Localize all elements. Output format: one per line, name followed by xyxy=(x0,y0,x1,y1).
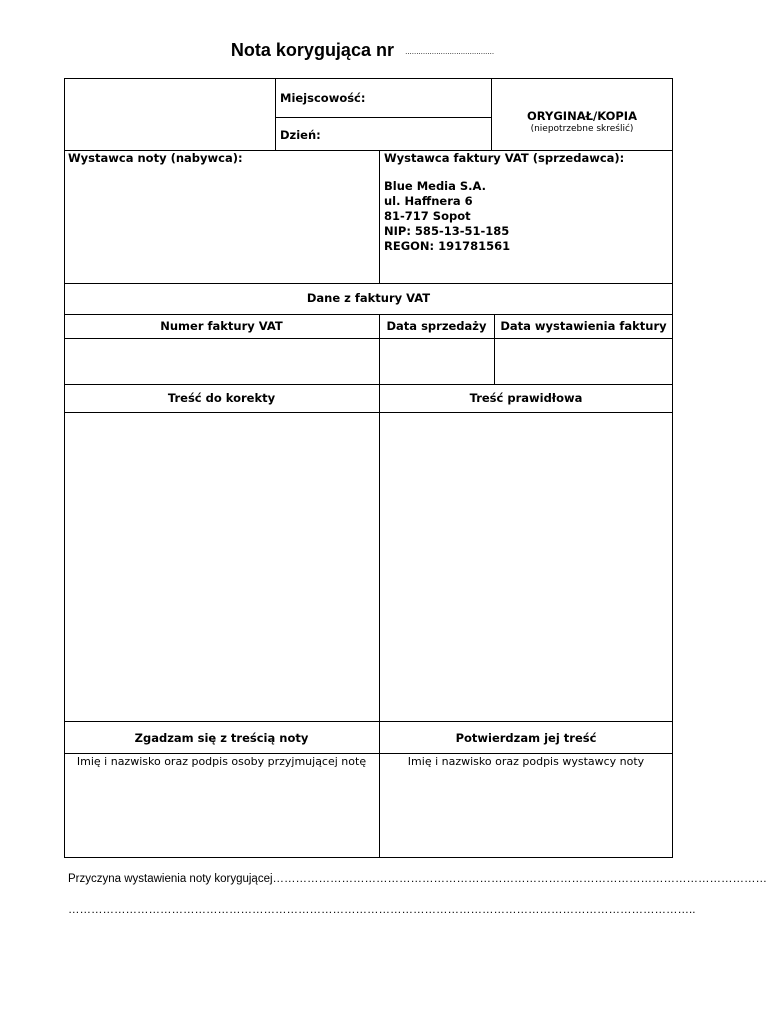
invoice-bottom-line xyxy=(64,384,673,385)
signature-left-title: Zgadzam się z treścią noty xyxy=(134,731,309,745)
seller-address xyxy=(384,179,510,254)
reason-second-line[interactable]: ……………………………………………………………………………………………………………………………………………….. xyxy=(68,904,696,916)
seller-regon: REGON: 191781561 xyxy=(384,239,511,253)
invoice-header-line xyxy=(64,338,673,339)
reason-line[interactable] xyxy=(68,873,767,885)
seller-name: Blue Media S.A. xyxy=(384,179,487,193)
note-number-field[interactable]: ........................................ xyxy=(405,48,495,56)
invoice-issuer-label: Wystawca faktury VAT (sprzedawca): xyxy=(384,151,625,165)
page-title: Nota korygująca nr xyxy=(230,40,394,60)
seller-nip: NIP: 585-13-51-185 xyxy=(384,224,510,238)
correction-bottom-line xyxy=(64,721,673,722)
header-mid-line xyxy=(275,117,491,118)
place-label: Miejscowość: xyxy=(280,91,366,105)
col-sale-date: Data sprzedaży xyxy=(386,319,487,333)
original-copy-label: ORYGINAŁ/KOPIA xyxy=(527,109,637,123)
col-issue-date: Data wystawienia faktury xyxy=(500,319,667,333)
parties-divider xyxy=(379,150,380,283)
strike-note: (niepotrzebne skreślić) xyxy=(530,124,634,134)
signature-header-line xyxy=(64,753,673,754)
signature-left-caption: Imię i nazwisko oraz podpis osoby przyjmującej notę xyxy=(76,755,367,768)
signature-right-title: Potwierdzam jej treść xyxy=(455,731,597,745)
col-invoice-number: Numer faktury VAT xyxy=(160,319,283,333)
header-divider-left xyxy=(275,78,276,150)
correction-divider xyxy=(379,384,380,858)
signature-right-caption: Imię i nazwisko oraz podpis wystawcy noty xyxy=(407,755,645,768)
reason-label: Przyczyna wystawienia noty korygującej xyxy=(68,873,273,885)
correction-left-title: Treść do korekty xyxy=(167,391,276,405)
invoice-title-line xyxy=(64,314,673,315)
day-label: Dzień: xyxy=(280,128,321,142)
note-issuer-label: Wystawca noty (nabywca): xyxy=(68,151,243,165)
reason-dots: ………………………………………………………………………………………………………………… xyxy=(272,873,767,885)
parties-bottom-line xyxy=(64,283,673,284)
seller-street: ul. Haffnera 6 xyxy=(384,194,473,208)
correction-header-line xyxy=(64,412,673,413)
seller-city: 81-717 Sopot xyxy=(384,209,471,223)
title-row xyxy=(0,40,725,61)
invoice-section-title: Dane z faktury VAT xyxy=(306,291,431,305)
correction-right-title: Treść prawidłowa xyxy=(469,391,583,405)
